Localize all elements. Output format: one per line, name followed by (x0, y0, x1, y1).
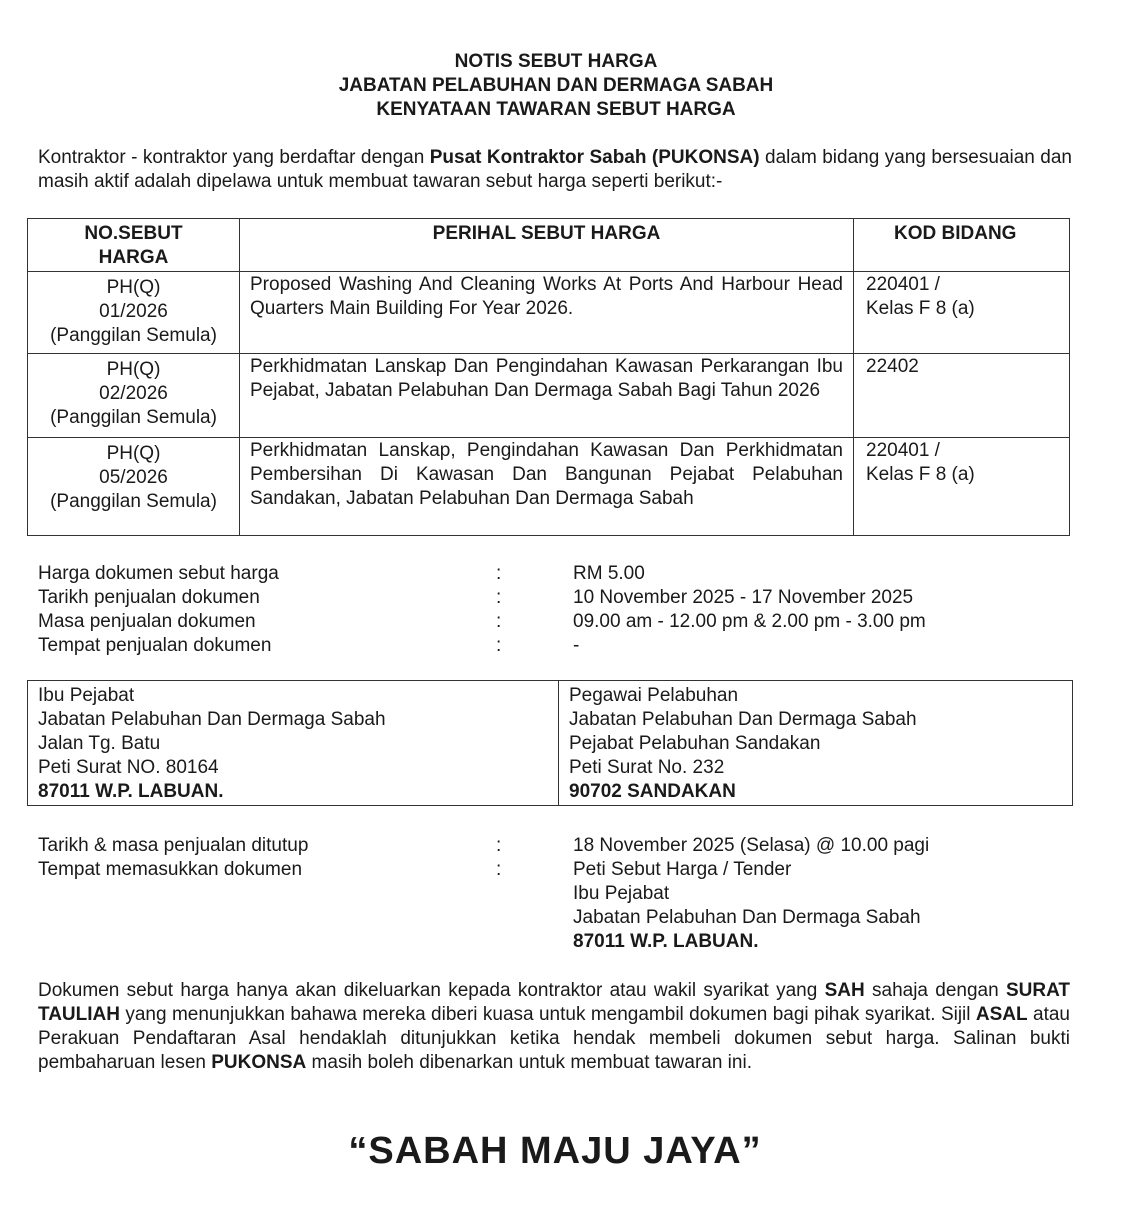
notice-title: NOTIS SEBUT HARGA (454, 51, 658, 72)
address-table (27, 680, 1073, 806)
header-no: NO.SEBUT HARGA (28, 219, 240, 272)
quote-number: PH(Q) 05/2026 (Panggilan Semula) (28, 438, 240, 536)
table-row (28, 354, 1070, 438)
quote-description: Perkhidmatan Lanskap Dan Pengindahan Kawasan Perkarangan Ibu Pejabat, Jabatan Pelabuhan Dan Dermaga Sabah Bagi Tahun 2026 (240, 354, 854, 438)
header-kod: KOD BIDANG (854, 219, 1070, 272)
quote-number: PH(Q) 02/2026 (Panggilan Semula) (28, 354, 240, 438)
address-head-office: Ibu Pejabat Jabatan Pelabuhan Dan Dermaga Sabah Jalan Tg. Batu Peti Surat NO. 80164 87011 W.P. LABUAN. (28, 681, 559, 806)
quote-number: PH(Q) 01/2026 (Panggilan Semula) (28, 272, 240, 354)
table-header-row (28, 219, 1070, 272)
table-row (28, 438, 1070, 536)
motto: “SABAH MAJU JAYA” (348, 1130, 762, 1172)
quote-code: 220401 / Kelas F 8 (a) (854, 438, 1070, 536)
statement-title: KENYATAAN TAWARAN SEBUT HARGA (376, 99, 736, 120)
address-sandakan-office: Pegawai Pelabuhan Jabatan Pelabuhan Dan Dermaga Sabah Pejabat Pelabuhan Sandakan Peti Surat No. 232 90702 SANDAKAN (559, 681, 1073, 806)
notice-paragraph: Dokumen sebut harga hanya akan dikeluarkan kepada kontraktor atau wakil syarikat yang SAH sahaja dengan SURAT TAULIAH yang menunjukkan bahawa mereka diberi kuasa untuk mengambil dokumen bagi pihak syarikat. Sijil ASAL atau Perakuan Pendaftaran Asal hendaklah ditunjukkan ketika hendak membeli dokumen sebut harga. Salinan bukti pembaharuan lesen PUKONSA masih boleh dibenarkan untuk membuat tawaran ini. (38, 980, 1070, 1073)
quote-code: 220401 / Kelas F 8 (a) (854, 272, 1070, 354)
quote-code: 22402 (854, 354, 1070, 438)
header-perihal: PERIHAL SEBUT HARGA (240, 219, 854, 272)
department-title: JABATAN PELABUHAN DAN DERMAGA SABAH (338, 75, 774, 96)
intro-paragraph: Kontraktor - kontraktor yang berdaftar dengan Pusat Kontraktor Sabah (PUKONSA) dalam bidang yang bersesuaian dan masih aktif adalah dipelawa untuk membuat tawaran sebut harga seperti berikut:- (38, 147, 1073, 192)
table-row (28, 272, 1070, 354)
quote-description: Perkhidmatan Lanskap, Pengindahan Kawasan Dan Perkhidmatan Pembersihan Di Kawasan Dan Bangunan Pejabat Pelabuhan Sandakan, Jabatan Pelabuhan Dan Dermaga Sabah (240, 438, 854, 536)
quotation-table (27, 218, 1070, 536)
quote-description: Proposed Washing And Cleaning Works At Ports And Harbour Head Quarters Main Building For Year 2026. (240, 272, 854, 354)
